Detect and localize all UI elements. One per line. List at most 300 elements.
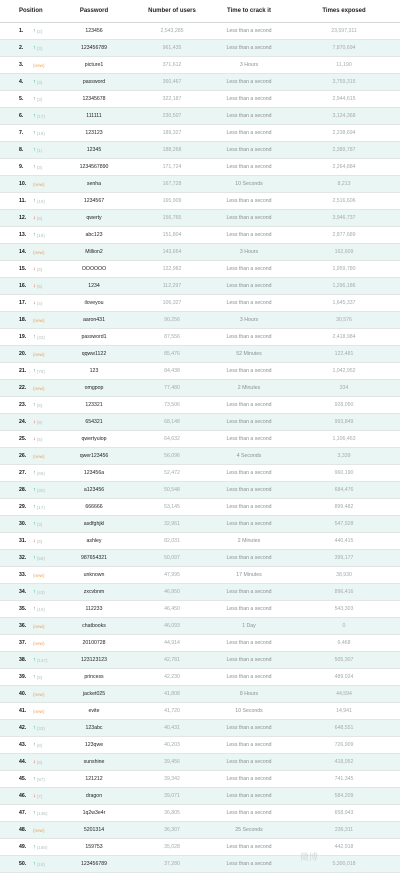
time-cell: Less than a second (226, 283, 272, 289)
time-cell: Less than a second (226, 640, 272, 646)
position-cell (0, 742, 54, 748)
table-header (0, 0, 400, 23)
users-cell: 39,071 (164, 793, 180, 799)
password-cell: 123123 (85, 130, 103, 136)
table-row (0, 227, 400, 244)
position-cell (0, 674, 54, 680)
users-cell: 46,093 (164, 623, 180, 629)
table-row (0, 193, 400, 210)
time-cell: Less than a second (226, 96, 272, 102)
table-row (0, 669, 400, 686)
exposed-cell: 896,416 (334, 589, 354, 595)
time-cell: Less than a second (226, 793, 272, 799)
position-number: 11. (19, 198, 26, 204)
rank-change: (5) (36, 436, 43, 442)
arrow-up-icon: ↑ (33, 606, 36, 612)
table-row (0, 754, 400, 771)
rank-change: (new) (33, 181, 45, 187)
watermark: 微博 (300, 852, 319, 862)
users-cell: 68,148 (164, 419, 180, 425)
users-cell: 39,456 (164, 759, 180, 765)
position-cell (0, 708, 54, 714)
arrow-down-icon: ↓ (33, 793, 36, 799)
time-cell: Less than a second (226, 742, 272, 748)
position-number: 36. (19, 623, 27, 629)
rank-change: (17) (36, 504, 45, 510)
table-body (0, 23, 400, 873)
users-cell: 64,632 (164, 436, 180, 442)
arrow-up-icon: ↑ (33, 776, 36, 782)
table-row (0, 261, 400, 278)
arrow-down-icon: ↓ (33, 436, 36, 442)
password-cell: dragon (85, 793, 103, 799)
password-cell: princess (84, 674, 104, 680)
rank-change: (new) (33, 317, 45, 323)
exposed-cell: 6,468 (337, 640, 351, 646)
table-row (0, 567, 400, 584)
password-cell: 20100728 (82, 640, 106, 646)
position-cell (0, 28, 54, 34)
time-cell: Less than a second (226, 334, 272, 340)
arrow-up-icon: ↑ (33, 487, 36, 493)
password-cell: 123456a (83, 470, 105, 476)
arrow-up-icon: ↑ (33, 368, 36, 374)
arrow-up-icon: ↑ (33, 555, 36, 561)
rank-change: (5) (36, 538, 43, 544)
rank-change: (new) (33, 623, 45, 629)
password-cell: aaron431 (83, 317, 105, 323)
password-cell: asdfghjkl (83, 521, 105, 527)
password-cell: qwertyuiop (81, 436, 107, 442)
arrow-up-icon: ↑ (33, 742, 36, 748)
rank-change: (new) (33, 572, 45, 578)
exposed-cell: 3,339 (337, 453, 351, 459)
password-cell: qqww1122 (81, 351, 107, 357)
exposed-cell: 684,476 (334, 487, 354, 493)
password-cell: jacket025 (82, 691, 106, 697)
password-cell: OOOOOO (81, 266, 107, 272)
table-row (0, 686, 400, 703)
time-cell: Less than a second (226, 589, 272, 595)
position-number: 26. (19, 453, 27, 459)
position-cell (0, 487, 54, 493)
position-cell (0, 470, 54, 476)
position-number: 15. (19, 266, 27, 272)
position-cell (0, 368, 54, 374)
exposed-cell: 122,481 (334, 351, 354, 357)
users-cell: 151,804 (162, 232, 182, 238)
arrow-up-icon: ↑ (33, 657, 36, 663)
exposed-cell: 543,303 (334, 606, 354, 612)
users-cell: 322,187 (162, 96, 182, 102)
table-row (0, 278, 400, 295)
users-cell: 41,808 (164, 691, 180, 697)
position-cell (0, 283, 54, 289)
header-users: Number of users (148, 8, 196, 14)
time-cell: Less than a second (226, 368, 272, 374)
time-cell: Less than a second (226, 470, 272, 476)
position-cell (0, 351, 54, 357)
rank-change: (5) (36, 674, 43, 680)
time-cell: 25 Seconds (235, 827, 263, 833)
users-cell: 52,472 (164, 470, 180, 476)
rank-change: (new) (33, 708, 45, 714)
users-cell: 53,145 (164, 504, 180, 510)
password-cell: 1234567890 (79, 164, 109, 170)
table-row (0, 516, 400, 533)
time-cell: 3 Hours (239, 317, 259, 323)
arrow-down-icon: ↓ (33, 215, 36, 221)
rank-change: (33) (36, 334, 45, 340)
table-row (0, 448, 400, 465)
password-cell: 123456789 (81, 45, 107, 51)
table-row (0, 465, 400, 482)
password-cell: iloveyou (84, 300, 104, 306)
time-cell: Less than a second (226, 555, 272, 561)
position-cell (0, 810, 54, 816)
position-number: 33. (19, 572, 27, 578)
exposed-cell: 44,594 (336, 691, 352, 697)
password-cell: 666666 (85, 504, 103, 510)
position-cell (0, 725, 54, 731)
position-number: 45. (19, 776, 27, 782)
position-cell (0, 215, 54, 221)
password-cell: password (82, 79, 106, 85)
rank-change: (4) (36, 300, 43, 306)
position-cell (0, 521, 54, 527)
rank-change: (8) (36, 742, 43, 748)
password-cell: 123qwe (84, 742, 104, 748)
table-row (0, 244, 400, 261)
table-row (0, 414, 400, 431)
users-cell: 47,995 (164, 572, 180, 578)
exposed-cell: 3,946,737 (332, 215, 356, 221)
rank-change: (10) (36, 606, 45, 612)
exposed-cell: 236,311 (334, 827, 354, 833)
password-cell: 12345678 (82, 96, 106, 102)
rank-change: (78) (36, 368, 45, 374)
rank-change: (33) (36, 725, 45, 731)
exposed-cell: 2,944,615 (332, 96, 356, 102)
arrow-down-icon: ↓ (33, 759, 36, 765)
position-cell (0, 402, 54, 408)
table-row (0, 856, 400, 873)
table-row (0, 346, 400, 363)
position-cell (0, 844, 54, 850)
table-row (0, 652, 400, 669)
users-cell: 44,914 (164, 640, 180, 646)
rank-change: (18) (36, 232, 45, 238)
arrow-down-icon: ↓ (33, 283, 36, 289)
position-number: 4. (19, 79, 24, 85)
rank-change: (2) (36, 28, 43, 34)
password-cell: 1234 (88, 283, 100, 289)
users-cell: 360,467 (162, 79, 182, 85)
password-cell: qwer123456 (79, 453, 109, 459)
exposed-cell: 928,050 (334, 402, 354, 408)
time-cell: Less than a second (226, 674, 272, 680)
exposed-cell: 418,052 (334, 759, 354, 765)
position-number: 41. (19, 708, 27, 714)
exposed-cell: 741,345 (334, 776, 354, 782)
arrow-up-icon: ↑ (33, 504, 36, 510)
position-cell (0, 453, 54, 459)
position-number: 46. (19, 793, 27, 799)
password-cell: 111111 (86, 113, 102, 119)
time-cell: Less than a second (226, 844, 272, 850)
position-cell (0, 776, 54, 782)
table-row (0, 635, 400, 652)
rank-change: (new) (33, 351, 45, 357)
rank-change: (136) (36, 810, 48, 816)
position-cell (0, 130, 54, 136)
position-number: 38. (19, 657, 27, 663)
users-cell: 143,664 (162, 249, 182, 255)
exposed-cell: 3,759,315 (332, 79, 356, 85)
password-cell: 123 (89, 368, 99, 374)
position-number: 13. (19, 232, 27, 238)
rank-change: (new) (33, 62, 45, 68)
time-cell: Less than a second (226, 657, 272, 663)
users-cell: 961,435 (162, 45, 182, 51)
arrow-up-icon: ↑ (33, 589, 36, 595)
time-cell: Less than a second (226, 402, 272, 408)
position-cell (0, 555, 54, 561)
arrow-down-icon: ↓ (33, 419, 36, 425)
position-number: 35. (19, 606, 27, 612)
exposed-cell: 3,124,368 (332, 113, 356, 119)
exposed-cell: 14,941 (336, 708, 352, 714)
rank-change: (3) (36, 79, 43, 85)
position-cell (0, 504, 54, 510)
exposed-cell: 11,190 (336, 62, 352, 68)
position-cell (0, 606, 54, 612)
position-cell (0, 249, 54, 255)
position-number: 44. (19, 759, 27, 765)
position-number: 49. (19, 844, 27, 850)
users-cell: 77,480 (164, 385, 180, 391)
exposed-cell: 584,209 (334, 793, 354, 799)
table-row (0, 74, 400, 91)
rank-change: (168) (36, 844, 48, 850)
position-number: 31. (19, 538, 27, 544)
position-cell (0, 334, 54, 340)
time-cell: 3 Hours (239, 62, 259, 68)
table-row (0, 210, 400, 227)
header-password: Password (79, 8, 109, 14)
arrow-down-icon: ↓ (33, 266, 36, 272)
position-number: 47. (19, 810, 27, 816)
password-cell: ashley (86, 538, 102, 544)
password-cell: qwerty (86, 215, 102, 221)
exposed-cell: 1,645,337 (332, 300, 356, 306)
time-cell: 8 Hours (239, 691, 259, 697)
rank-change: (3) (36, 521, 43, 527)
users-cell: 73,506 (164, 402, 180, 408)
password-cell: 1q2w3e4r (82, 810, 106, 816)
exposed-cell: 1,296,186 (332, 283, 356, 289)
users-cell: 188,268 (162, 147, 182, 153)
position-cell (0, 759, 54, 765)
rank-change: (3) (36, 164, 43, 170)
time-cell: Less than a second (226, 521, 272, 527)
time-cell: Less than a second (226, 725, 272, 731)
password-cell: 987654321 (81, 555, 107, 561)
users-cell: 36,307 (164, 827, 180, 833)
users-cell: 165,909 (162, 198, 182, 204)
exposed-cell: 30,576 (336, 317, 352, 323)
exposed-cell: 334 (339, 385, 349, 391)
position-number: 12. (19, 215, 27, 221)
position-number: 28. (19, 487, 27, 493)
time-cell: Less than a second (226, 606, 272, 612)
rank-change: (58) (36, 555, 45, 561)
table-row (0, 159, 400, 176)
position-cell (0, 640, 54, 646)
position-number: 34. (19, 589, 27, 595)
arrow-down-icon: ↓ (33, 300, 36, 306)
rank-change: (3) (36, 45, 43, 51)
users-cell: 122,982 (162, 266, 182, 272)
position-cell (0, 589, 54, 595)
position-number: 39. (19, 674, 27, 680)
position-number: 23. (19, 402, 27, 408)
position-number: 10. (19, 181, 27, 187)
position-cell (0, 300, 54, 306)
users-cell: 32,961 (164, 521, 180, 527)
arrow-up-icon: ↑ (33, 674, 36, 680)
position-cell (0, 113, 54, 119)
header-exposed: Times exposed (322, 8, 366, 14)
table-row (0, 176, 400, 193)
table-row (0, 397, 400, 414)
table-row (0, 601, 400, 618)
users-cell: 41,720 (164, 708, 180, 714)
exposed-cell: 7,870,694 (332, 45, 356, 51)
time-cell: Less than a second (226, 198, 272, 204)
position-number: 37. (19, 640, 27, 646)
position-number: 8. (19, 147, 24, 153)
table-row (0, 363, 400, 380)
rank-change: (87) (36, 776, 45, 782)
position-cell (0, 147, 54, 153)
exposed-cell: 38,930 (336, 572, 352, 578)
time-cell: Less than a second (226, 300, 272, 306)
rank-change: (new) (33, 249, 45, 255)
time-cell: Less than a second (226, 45, 272, 51)
exposed-cell: 547,928 (334, 521, 354, 527)
exposed-cell: 1,042,952 (332, 368, 356, 374)
password-cell: 123456 (85, 28, 103, 34)
users-cell: 82,031 (164, 538, 180, 544)
time-cell: Less than a second (226, 419, 272, 425)
position-number: 2. (19, 45, 24, 51)
exposed-cell: 8,213 (337, 181, 351, 187)
exposed-cell: 2,516,606 (332, 198, 356, 204)
exposed-cell: 23,597,311 (331, 28, 357, 34)
time-cell: 4 Seconds (236, 453, 262, 459)
exposed-cell: 162,609 (334, 249, 354, 255)
time-cell: Less than a second (226, 861, 272, 867)
time-cell: Less than a second (226, 487, 272, 493)
position-number: 6. (19, 113, 24, 119)
position-cell (0, 657, 54, 663)
table-row (0, 482, 400, 499)
exposed-cell: 2,418,984 (332, 334, 356, 340)
position-cell (0, 538, 54, 544)
position-cell (0, 79, 54, 85)
time-cell: 1 Day (242, 623, 256, 629)
password-cell: 112233 (85, 606, 103, 612)
password-cell: picture1 (84, 62, 104, 68)
rank-change: (new) (33, 827, 45, 833)
table-row (0, 618, 400, 635)
position-number: 43. (19, 742, 27, 748)
table-row (0, 312, 400, 329)
position-cell (0, 96, 54, 102)
arrow-up-icon: ↑ (33, 470, 36, 476)
exposed-cell: 726,909 (334, 742, 354, 748)
rank-change: (8) (36, 419, 43, 425)
position-number: 25. (19, 436, 27, 442)
time-cell: Less than a second (226, 232, 272, 238)
exposed-cell: 2,877,689 (332, 232, 356, 238)
password-cell: 123456789 (81, 861, 107, 867)
table-row (0, 142, 400, 159)
position-number: 18. (19, 317, 27, 323)
rank-change: (30) (36, 487, 45, 493)
position-number: 14. (19, 249, 27, 255)
arrow-up-icon: ↑ (33, 113, 36, 119)
password-cell: evite (88, 708, 100, 714)
password-cell: 5201314 (83, 827, 105, 833)
password-cell: unknown (83, 572, 105, 578)
password-cell: Million2 (85, 249, 103, 255)
users-cell: 2,543,285 (160, 28, 184, 34)
time-cell: Less than a second (226, 266, 272, 272)
rank-change: (new) (33, 640, 45, 646)
password-cell: 654321 (85, 419, 103, 425)
time-cell: Less than a second (226, 436, 272, 442)
users-cell: 35,028 (164, 844, 180, 850)
users-cell: 40,431 (164, 725, 180, 731)
password-cell: abc123 (85, 232, 103, 238)
time-cell: Less than a second (226, 147, 272, 153)
exposed-cell: 2,264,884 (332, 164, 356, 170)
arrow-up-icon: ↑ (33, 45, 36, 51)
rank-change: (43) (36, 589, 45, 595)
rank-change: (5) (36, 283, 43, 289)
position-number: 20. (19, 351, 27, 357)
users-cell: 85,476 (164, 351, 180, 357)
table-row (0, 822, 400, 839)
users-cell: 171,724 (162, 164, 182, 170)
time-cell: 17 Minutes (236, 572, 262, 578)
time-cell: 10 Seconds (235, 181, 263, 187)
position-cell (0, 181, 54, 187)
table-row (0, 125, 400, 142)
password-cell: 123123123 (81, 657, 107, 663)
arrow-up-icon: ↑ (33, 96, 36, 102)
arrow-up-icon: ↑ (33, 164, 36, 170)
exposed-cell: 993,849 (334, 419, 354, 425)
password-cell: chatbooks (82, 623, 106, 629)
position-number: 42. (19, 725, 27, 731)
password-cell: zxcvbnm (83, 589, 105, 595)
rank-change: (1) (36, 147, 43, 153)
position-number: 27. (19, 470, 27, 476)
arrow-up-icon: ↑ (33, 334, 36, 340)
